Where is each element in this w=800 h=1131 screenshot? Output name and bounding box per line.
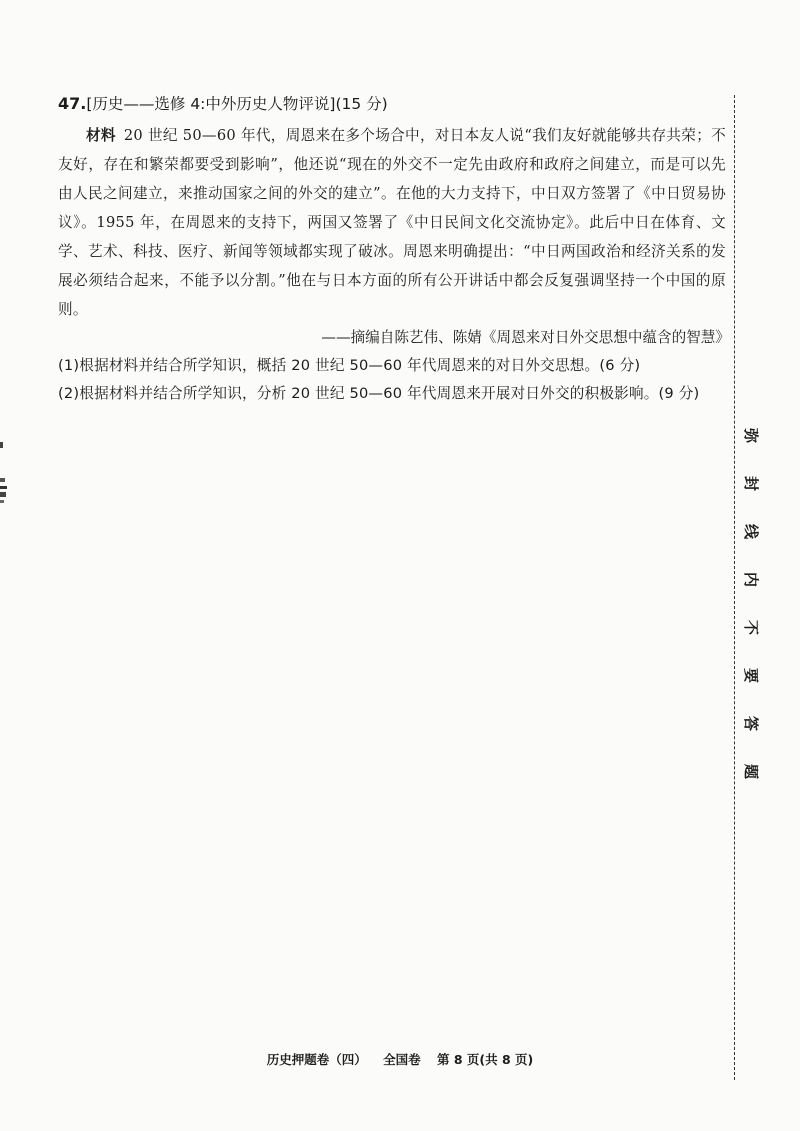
question-number: 47. — [58, 94, 87, 113]
sub-question-1: (1)根据材料并结合所学知识，概括 20 世纪 50—60 年代周恩来的对日外交思想。(6 分) — [58, 357, 641, 374]
footer-title: 历史押题卷（四） — [266, 1052, 367, 1067]
page-footer — [0, 1051, 800, 1069]
footer-scope: 全国卷 — [383, 1052, 421, 1067]
material-paragraph — [58, 121, 726, 324]
seal-line-notice — [736, 428, 766, 812]
footer-page: 第 8 页(共 8 页) — [437, 1052, 534, 1067]
material-text: 20 世纪 50—60 年代，周恩来在多个场合中，对日本友人说“我们友好就能够共存共荣；不友好，存在和繁荣都要受到影响”，他还说“现在的外交不一定先由政府和政府之间建立，而是可以先由人民之间建立，来推动国家之间的外交的建立”。在他的大力支持下，中日双方签署了《中日贸易协议》。1955 年，在周恩来的支持下，两国又签署了《中日民间文化交流协定》。此后中日在体育、文学、艺术、科技、医疗、新闻等领域都实现了破冰。周恩来明确提出：“中日两国政治和经济关系的发展必须结合起来，不能予以分割。”他在与日本方面的所有公开讲话中都会反复强调坚持一个中国的原则。 — [58, 127, 727, 318]
question-title: [历史——选修 4:中外历史人物评说](15 分) — [86, 95, 388, 113]
question-header — [58, 92, 726, 116]
binding-dashed-line — [734, 95, 735, 1080]
seal-char: 线 — [742, 523, 761, 540]
seal-char: 不 — [742, 619, 761, 636]
sub-question-2: (2)根据材料并结合所学知识，分析 20 世纪 50—60 年代周恩来开展对日外交的积极影响。(9 分) — [58, 385, 700, 402]
question-47 — [58, 92, 730, 408]
seal-char: 封 — [742, 475, 761, 492]
seal-char: 题 — [742, 763, 761, 780]
material-label: 材料 — [86, 127, 116, 144]
scan-edge-mark — [0, 440, 10, 515]
seal-char: 答 — [742, 715, 761, 732]
seal-char: 要 — [742, 667, 761, 684]
material-source: ——摘编自陈艺伟、陈婧《周恩来对日外交思想中蕴含的智慧》 — [321, 329, 730, 346]
seal-char: 内 — [742, 571, 761, 588]
seal-char: 弥 — [742, 427, 761, 444]
